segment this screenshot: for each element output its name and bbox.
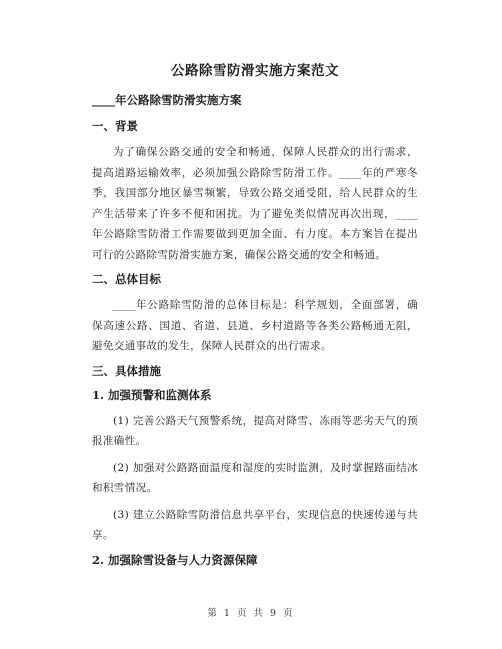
subsection-heading-equipment-staffing: 2. 加强除雪设备与人力资源保障 — [92, 552, 258, 567]
measure-item-1: (1) 完善公路天气预警系统，提高对降雪、冻雨等恶劣天气的预报准确性。 — [92, 414, 418, 447]
background-paragraph: 为了确保公路交通的安全和畅通，保障人民群众的出行需求，提高道路运输效率，必须加强公路除雪防滑工作。____年的严寒冬季，我国部分地区暴雪频繁，导致公路交通受阻，给人民群众的生产生活带来了许多不便和困扰。为了避免类似情况再次出现，____年公路除雪防滑工作需要做到更加全面、有力度。本方案旨在提出可行的公路除雪防滑实施方案，确保公路交通的安全和畅通。 — [92, 146, 418, 261]
page-number-footer: 第 1 页 共 9 页 — [207, 608, 295, 619]
measure-item-2: (2) 加强对公路路面温度和湿度的实时监测，及时掌握路面结冰和积雪情况。 — [92, 461, 418, 494]
document-body — [92, 62, 418, 576]
document-title: 公路除雪防滑实施方案范文 — [171, 63, 339, 79]
section-heading-overall-goal: 二、总体目标 — [92, 272, 161, 286]
plan-subtitle: ____年公路除雪防滑实施方案 — [92, 93, 242, 107]
overall-goal-paragraph: ____年公路除雪防滑的总体目标是：科学规划，全面部署，确保高速公路、国道、省道、县道、乡村道路等各类公路畅通无阻，避免交通事故的发生，保障人民群众的出行需求。 — [92, 299, 418, 352]
section-heading-background: 一、背景 — [92, 119, 138, 133]
subsection-heading-warning-monitoring: 1. 加强预警和监测体系 — [92, 387, 212, 402]
measure-item-3: (3) 建立公路除雪防滑信息共享平台，实现信息的快速传递与共享。 — [92, 508, 418, 541]
section-heading-measures: 三、具体措施 — [92, 363, 161, 378]
